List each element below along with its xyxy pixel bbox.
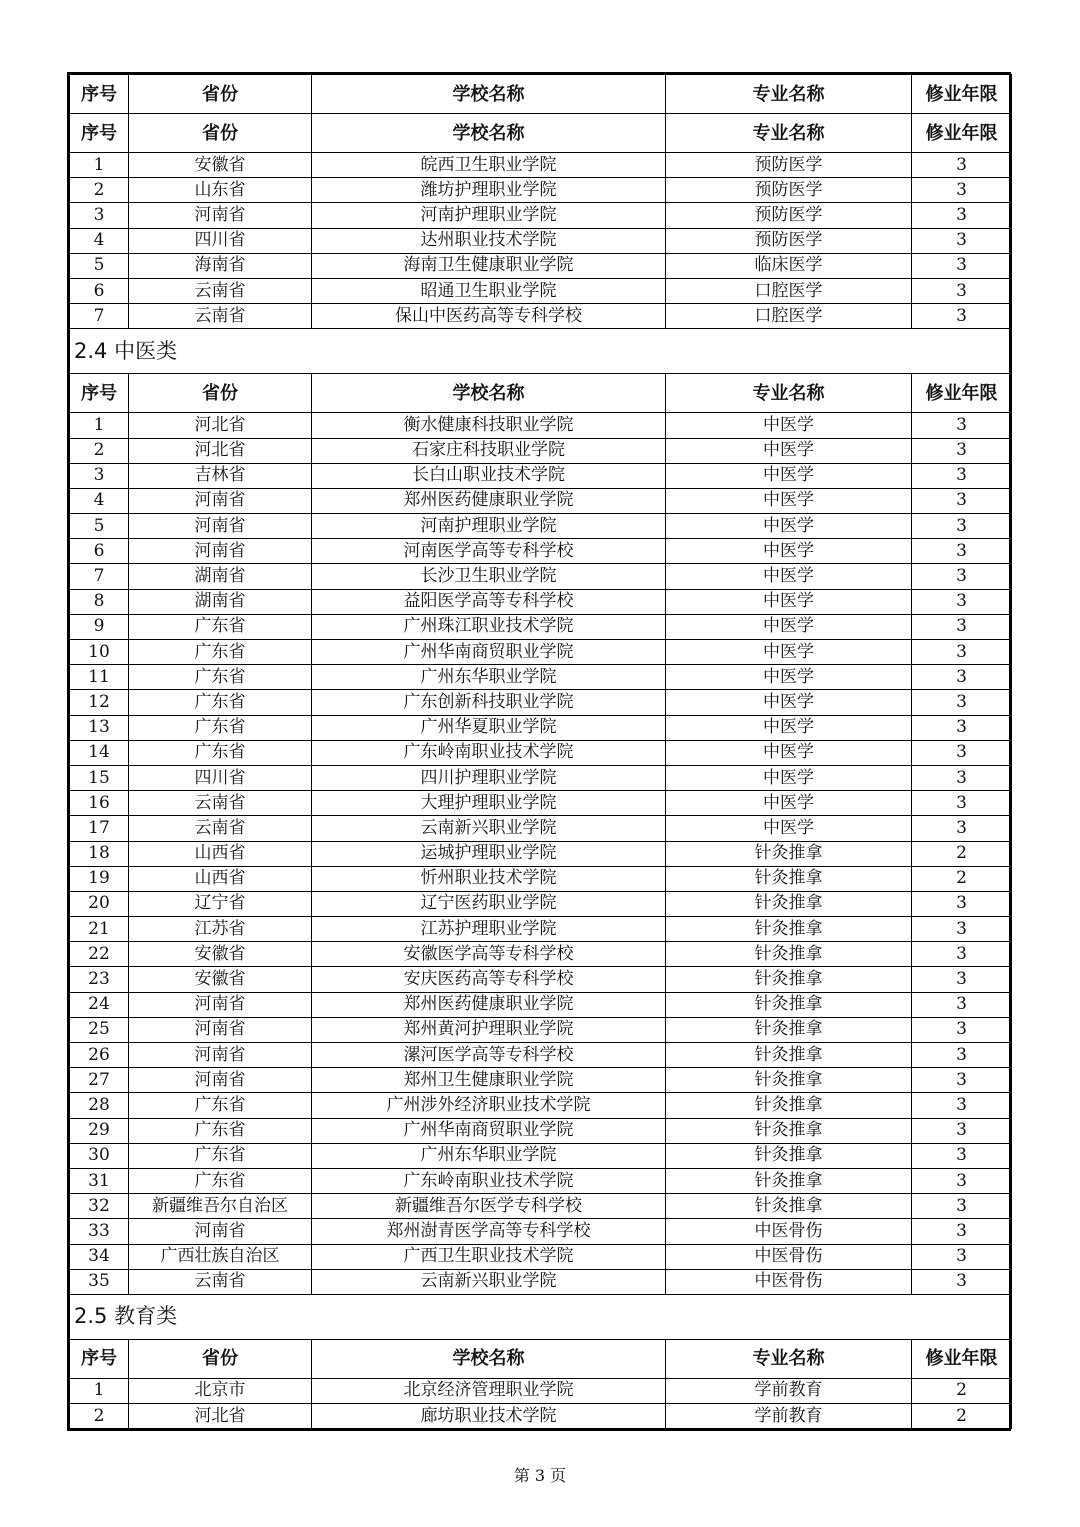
school-name-cell: 广州珠江职业技术学院 — [312, 614, 666, 639]
province-cell: 广东省 — [129, 740, 312, 765]
province-cell: 山西省 — [129, 866, 312, 891]
major-name-cell: 针灸推拿 — [666, 1143, 912, 1168]
study-years-header: 修业年限 — [912, 114, 1012, 153]
page-number: 第 3 页 — [513, 1466, 567, 1485]
school-name-cell: 达州职业技术学院 — [312, 228, 666, 253]
serial-cell: 7 — [70, 564, 129, 589]
major-name-cell: 中医学 — [666, 564, 912, 589]
school-name-cell: 云南新兴职业学院 — [312, 1269, 666, 1294]
serial-cell: 14 — [70, 740, 129, 765]
table-row — [70, 1017, 1012, 1042]
school-name-cell: 安庆医药高等专科学校 — [312, 967, 666, 992]
province-cell: 广东省 — [129, 715, 312, 740]
study-years-header: 修业年限 — [912, 374, 1012, 413]
province-cell: 云南省 — [129, 1269, 312, 1294]
study-years-cell: 3 — [912, 665, 1012, 690]
province-cell: 安徽省 — [129, 942, 312, 967]
province-cell: 广东省 — [129, 665, 312, 690]
study-years-cell: 3 — [912, 1244, 1012, 1269]
province-cell: 云南省 — [129, 278, 312, 303]
table-row — [70, 841, 1012, 866]
section-row — [70, 329, 1012, 374]
serial-header: 序号 — [70, 374, 129, 413]
major-name-cell: 针灸推拿 — [666, 1093, 912, 1118]
table-row — [70, 740, 1012, 765]
school-name-cell: 广州东华职业学院 — [312, 665, 666, 690]
province-cell: 广东省 — [129, 690, 312, 715]
school-name-cell: 郑州医药健康职业学院 — [312, 992, 666, 1017]
table-row — [70, 765, 1012, 790]
province-header: 省份 — [129, 1339, 312, 1378]
serial-cell: 2 — [70, 1404, 129, 1429]
serial-cell: 10 — [70, 640, 129, 665]
study-years-cell: 3 — [912, 253, 1012, 278]
table-row — [70, 589, 1012, 614]
table-row — [70, 304, 1012, 329]
table-row — [70, 917, 1012, 942]
school-name-cell: 皖西卫生职业学院 — [312, 153, 666, 178]
major-name-cell: 口腔医学 — [666, 278, 912, 303]
major-name-cell: 中医学 — [666, 765, 912, 790]
serial-header: 序号 — [70, 75, 129, 114]
header-row — [70, 114, 1012, 153]
school-name-cell: 安徽医学高等专科学校 — [312, 942, 666, 967]
serial-cell: 25 — [70, 1017, 129, 1042]
study-years-cell: 3 — [912, 228, 1012, 253]
province-cell: 河北省 — [129, 413, 312, 438]
table-row — [70, 992, 1012, 1017]
school-name-header: 学校名称 — [312, 75, 666, 114]
school-name-cell: 郑州澍青医学高等专科学校 — [312, 1219, 666, 1244]
serial-cell: 16 — [70, 791, 129, 816]
section-title: 2.4 中医类 — [70, 329, 1012, 374]
school-name-cell: 石家庄科技职业学院 — [312, 438, 666, 463]
school-name-cell: 新疆维吾尔医学专科学校 — [312, 1194, 666, 1219]
serial-cell: 11 — [70, 665, 129, 690]
major-name-cell: 中医学 — [666, 463, 912, 488]
major-name-cell: 中医学 — [666, 438, 912, 463]
table-row — [70, 1118, 1012, 1143]
major-name-cell: 中医学 — [666, 539, 912, 564]
major-name-cell: 中医学 — [666, 740, 912, 765]
study-years-cell: 3 — [912, 304, 1012, 329]
document-table — [67, 72, 1011, 1431]
study-years-cell: 2 — [912, 1378, 1012, 1403]
province-cell: 河南省 — [129, 539, 312, 564]
province-cell: 河南省 — [129, 1068, 312, 1093]
school-name-cell: 广州华南商贸职业学院 — [312, 640, 666, 665]
province-cell: 新疆维吾尔自治区 — [129, 1194, 312, 1219]
serial-cell: 33 — [70, 1219, 129, 1244]
major-name-cell: 预防医学 — [666, 153, 912, 178]
table-row — [70, 1244, 1012, 1269]
province-cell: 海南省 — [129, 253, 312, 278]
province-cell: 湖南省 — [129, 564, 312, 589]
school-name-cell: 江苏护理职业学院 — [312, 917, 666, 942]
table-row — [70, 514, 1012, 539]
school-name-cell: 保山中医药高等专科学校 — [312, 304, 666, 329]
serial-cell: 4 — [70, 488, 129, 513]
serial-cell: 9 — [70, 614, 129, 639]
school-name-cell: 广东创新科技职业学院 — [312, 690, 666, 715]
province-cell: 山西省 — [129, 841, 312, 866]
serial-cell: 12 — [70, 690, 129, 715]
province-cell: 云南省 — [129, 304, 312, 329]
province-cell: 辽宁省 — [129, 891, 312, 916]
major-name-cell: 针灸推拿 — [666, 891, 912, 916]
province-cell: 四川省 — [129, 765, 312, 790]
school-name-cell: 运城护理职业学院 — [312, 841, 666, 866]
table-row — [70, 1043, 1012, 1068]
province-cell: 河北省 — [129, 1404, 312, 1429]
table-row — [70, 153, 1012, 178]
major-name-cell: 针灸推拿 — [666, 1194, 912, 1219]
major-name-cell: 预防医学 — [666, 228, 912, 253]
major-name-cell: 学前教育 — [666, 1404, 912, 1429]
serial-cell: 2 — [70, 438, 129, 463]
table-body — [70, 75, 1012, 1429]
table-row — [70, 1194, 1012, 1219]
major-name-cell: 中医学 — [666, 640, 912, 665]
section-row — [70, 1294, 1012, 1339]
study-years-cell: 3 — [912, 1017, 1012, 1042]
table-row — [70, 967, 1012, 992]
table-row — [70, 1378, 1012, 1403]
major-name-cell: 针灸推拿 — [666, 992, 912, 1017]
study-years-cell: 3 — [912, 1143, 1012, 1168]
table-row — [70, 715, 1012, 740]
school-name-cell: 广东岭南职业技术学院 — [312, 740, 666, 765]
major-name-cell: 针灸推拿 — [666, 1168, 912, 1193]
table-row — [70, 791, 1012, 816]
province-cell: 湖南省 — [129, 589, 312, 614]
major-name-cell: 中医骨伤 — [666, 1269, 912, 1294]
major-name-header: 专业名称 — [666, 114, 912, 153]
study-years-cell: 3 — [912, 1168, 1012, 1193]
province-cell: 河南省 — [129, 514, 312, 539]
serial-cell: 1 — [70, 1378, 129, 1403]
study-years-cell: 3 — [912, 1118, 1012, 1143]
major-name-cell: 中医学 — [666, 614, 912, 639]
province-cell: 山东省 — [129, 178, 312, 203]
province-cell: 广东省 — [129, 1093, 312, 1118]
province-cell: 江苏省 — [129, 917, 312, 942]
major-name-cell: 预防医学 — [666, 178, 912, 203]
school-name-cell: 廊坊职业技术学院 — [312, 1404, 666, 1429]
table-row — [70, 866, 1012, 891]
school-name-cell: 广州华夏职业学院 — [312, 715, 666, 740]
table-row — [70, 891, 1012, 916]
study-years-cell: 3 — [912, 1219, 1012, 1244]
major-name-cell: 中医骨伤 — [666, 1219, 912, 1244]
major-name-cell: 针灸推拿 — [666, 1118, 912, 1143]
school-name-cell: 四川护理职业学院 — [312, 765, 666, 790]
province-cell: 北京市 — [129, 1378, 312, 1403]
school-name-cell: 忻州职业技术学院 — [312, 866, 666, 891]
serial-cell: 21 — [70, 917, 129, 942]
province-header: 省份 — [129, 374, 312, 413]
study-years-cell: 3 — [912, 413, 1012, 438]
serial-cell: 28 — [70, 1093, 129, 1118]
major-name-cell: 针灸推拿 — [666, 942, 912, 967]
study-years-cell: 3 — [912, 816, 1012, 841]
serial-cell: 31 — [70, 1168, 129, 1193]
serial-cell: 35 — [70, 1269, 129, 1294]
province-cell: 河北省 — [129, 438, 312, 463]
study-years-cell: 2 — [912, 866, 1012, 891]
table-row — [70, 203, 1012, 228]
major-name-cell: 针灸推拿 — [666, 967, 912, 992]
serial-cell: 5 — [70, 514, 129, 539]
serial-cell: 18 — [70, 841, 129, 866]
school-name-cell: 广西卫生职业技术学院 — [312, 1244, 666, 1269]
serial-header: 序号 — [70, 114, 129, 153]
serial-cell: 29 — [70, 1118, 129, 1143]
table-row — [70, 438, 1012, 463]
major-name-cell: 中医骨伤 — [666, 1244, 912, 1269]
school-name-cell: 河南护理职业学院 — [312, 514, 666, 539]
study-years-cell: 3 — [912, 967, 1012, 992]
school-name-cell: 衡水健康科技职业学院 — [312, 413, 666, 438]
major-name-cell: 针灸推拿 — [666, 841, 912, 866]
major-name-cell: 针灸推拿 — [666, 1043, 912, 1068]
province-cell: 安徽省 — [129, 967, 312, 992]
school-name-cell: 长沙卫生职业学院 — [312, 564, 666, 589]
study-years-cell: 3 — [912, 1043, 1012, 1068]
school-name-cell: 潍坊护理职业学院 — [312, 178, 666, 203]
header-row — [70, 1339, 1012, 1378]
province-cell: 云南省 — [129, 791, 312, 816]
province-cell: 河南省 — [129, 992, 312, 1017]
serial-cell: 7 — [70, 304, 129, 329]
study-years-cell: 3 — [912, 715, 1012, 740]
major-name-cell: 中医学 — [666, 791, 912, 816]
serial-cell: 5 — [70, 253, 129, 278]
major-name-header: 专业名称 — [666, 75, 912, 114]
province-cell: 广东省 — [129, 1118, 312, 1143]
major-name-header: 专业名称 — [666, 374, 912, 413]
study-years-cell: 3 — [912, 203, 1012, 228]
province-cell: 河南省 — [129, 1043, 312, 1068]
section-title: 2.5 教育类 — [70, 1294, 1012, 1339]
major-name-cell: 口腔医学 — [666, 304, 912, 329]
province-cell: 河南省 — [129, 488, 312, 513]
province-cell: 云南省 — [129, 816, 312, 841]
province-cell: 广东省 — [129, 1168, 312, 1193]
serial-cell: 3 — [70, 463, 129, 488]
study-years-cell: 3 — [912, 791, 1012, 816]
school-name-header: 学校名称 — [312, 114, 666, 153]
study-years-cell: 3 — [912, 564, 1012, 589]
major-name-cell: 中医学 — [666, 514, 912, 539]
school-name-cell: 河南护理职业学院 — [312, 203, 666, 228]
serial-cell: 6 — [70, 539, 129, 564]
major-name-cell: 临床医学 — [666, 253, 912, 278]
study-years-cell: 3 — [912, 1093, 1012, 1118]
school-name-cell: 北京经济管理职业学院 — [312, 1378, 666, 1403]
study-years-cell: 2 — [912, 1404, 1012, 1429]
school-name-cell: 广州涉外经济职业技术学院 — [312, 1093, 666, 1118]
study-years-cell: 3 — [912, 1194, 1012, 1219]
serial-cell: 30 — [70, 1143, 129, 1168]
major-name-cell: 中医学 — [666, 690, 912, 715]
table-row — [70, 278, 1012, 303]
table-row — [70, 1068, 1012, 1093]
serial-cell: 34 — [70, 1244, 129, 1269]
serial-cell: 8 — [70, 589, 129, 614]
table-row — [70, 539, 1012, 564]
school-name-cell: 漯河医学高等专科学校 — [312, 1043, 666, 1068]
school-name-cell: 海南卫生健康职业学院 — [312, 253, 666, 278]
study-years-cell: 3 — [912, 178, 1012, 203]
study-years-cell: 3 — [912, 690, 1012, 715]
serial-cell: 20 — [70, 891, 129, 916]
serial-cell: 24 — [70, 992, 129, 1017]
serial-cell: 32 — [70, 1194, 129, 1219]
table-row — [70, 614, 1012, 639]
serial-cell: 13 — [70, 715, 129, 740]
school-name-cell: 郑州黄河护理职业学院 — [312, 1017, 666, 1042]
province-header: 省份 — [129, 114, 312, 153]
major-name-cell: 针灸推拿 — [666, 1068, 912, 1093]
study-years-cell: 3 — [912, 514, 1012, 539]
table-row — [70, 228, 1012, 253]
serial-cell: 1 — [70, 153, 129, 178]
school-name-cell: 郑州医药健康职业学院 — [312, 488, 666, 513]
major-name-cell: 学前教育 — [666, 1378, 912, 1403]
study-years-cell: 3 — [912, 539, 1012, 564]
school-name-cell: 辽宁医药职业学院 — [312, 891, 666, 916]
study-years-cell: 3 — [912, 891, 1012, 916]
serial-cell: 17 — [70, 816, 129, 841]
study-years-header: 修业年限 — [912, 1339, 1012, 1378]
major-name-cell: 中医学 — [666, 413, 912, 438]
table-row — [70, 413, 1012, 438]
table-row — [70, 564, 1012, 589]
study-years-cell: 3 — [912, 917, 1012, 942]
study-years-cell: 3 — [912, 438, 1012, 463]
study-years-cell: 3 — [912, 153, 1012, 178]
major-name-cell: 中医学 — [666, 488, 912, 513]
province-cell: 广西壮族自治区 — [129, 1244, 312, 1269]
study-years-cell: 3 — [912, 488, 1012, 513]
study-years-cell: 3 — [912, 1068, 1012, 1093]
province-cell: 四川省 — [129, 228, 312, 253]
table-row — [70, 816, 1012, 841]
serial-cell: 2 — [70, 178, 129, 203]
study-years-cell: 3 — [912, 1269, 1012, 1294]
province-cell: 广东省 — [129, 640, 312, 665]
serial-cell: 15 — [70, 765, 129, 790]
study-years-cell: 3 — [912, 640, 1012, 665]
major-name-cell: 中医学 — [666, 589, 912, 614]
school-name-header: 学校名称 — [312, 1339, 666, 1378]
province-cell: 广东省 — [129, 1143, 312, 1168]
table-row — [70, 1143, 1012, 1168]
study-years-cell: 3 — [912, 278, 1012, 303]
school-name-cell: 大理护理职业学院 — [312, 791, 666, 816]
serial-cell: 19 — [70, 866, 129, 891]
school-name-cell: 广东岭南职业技术学院 — [312, 1168, 666, 1193]
serial-cell: 6 — [70, 278, 129, 303]
serial-cell: 22 — [70, 942, 129, 967]
serial-cell: 3 — [70, 203, 129, 228]
major-name-cell: 针灸推拿 — [666, 866, 912, 891]
school-name-header: 学校名称 — [312, 374, 666, 413]
serial-header: 序号 — [70, 1339, 129, 1378]
table-row — [70, 253, 1012, 278]
study-years-cell: 3 — [912, 589, 1012, 614]
school-name-cell: 昭通卫生职业学院 — [312, 278, 666, 303]
school-name-cell: 云南新兴职业学院 — [312, 816, 666, 841]
study-years-cell: 3 — [912, 463, 1012, 488]
table-row — [70, 1219, 1012, 1244]
table-row — [70, 178, 1012, 203]
table-row — [70, 1168, 1012, 1193]
school-name-cell: 益阳医学高等专科学校 — [312, 589, 666, 614]
province-cell: 吉林省 — [129, 463, 312, 488]
table-row — [70, 463, 1012, 488]
school-name-cell: 郑州卫生健康职业学院 — [312, 1068, 666, 1093]
province-cell: 广东省 — [129, 614, 312, 639]
major-name-cell: 针灸推拿 — [666, 917, 912, 942]
study-years-cell: 3 — [912, 614, 1012, 639]
province-header: 省份 — [129, 75, 312, 114]
province-cell: 河南省 — [129, 1219, 312, 1244]
study-years-cell: 3 — [912, 765, 1012, 790]
province-cell: 河南省 — [129, 1017, 312, 1042]
province-cell: 安徽省 — [129, 153, 312, 178]
major-name-cell: 针灸推拿 — [666, 1017, 912, 1042]
school-name-cell: 长白山职业技术学院 — [312, 463, 666, 488]
serial-cell: 4 — [70, 228, 129, 253]
table-row — [70, 942, 1012, 967]
table-row — [70, 690, 1012, 715]
serial-cell: 26 — [70, 1043, 129, 1068]
serial-cell: 23 — [70, 967, 129, 992]
table-row — [70, 1093, 1012, 1118]
province-cell: 河南省 — [129, 203, 312, 228]
serial-cell: 1 — [70, 413, 129, 438]
study-years-cell: 2 — [912, 841, 1012, 866]
major-name-cell: 预防医学 — [666, 203, 912, 228]
study-years-cell: 3 — [912, 992, 1012, 1017]
major-name-cell: 中医学 — [666, 816, 912, 841]
study-years-header: 修业年限 — [912, 75, 1012, 114]
header-row — [70, 75, 1012, 114]
school-name-cell: 广州华南商贸职业学院 — [312, 1118, 666, 1143]
study-years-cell: 3 — [912, 740, 1012, 765]
table-row — [70, 665, 1012, 690]
major-name-cell: 中医学 — [666, 665, 912, 690]
serial-cell: 27 — [70, 1068, 129, 1093]
table-row — [70, 488, 1012, 513]
table-row — [70, 1404, 1012, 1429]
major-name-cell: 中医学 — [666, 715, 912, 740]
school-name-cell: 河南医学高等专科学校 — [312, 539, 666, 564]
table-row — [70, 1269, 1012, 1294]
school-name-cell: 广州东华职业学院 — [312, 1143, 666, 1168]
study-years-cell: 3 — [912, 942, 1012, 967]
major-name-header: 专业名称 — [666, 1339, 912, 1378]
table-row — [70, 640, 1012, 665]
header-row — [70, 374, 1012, 413]
